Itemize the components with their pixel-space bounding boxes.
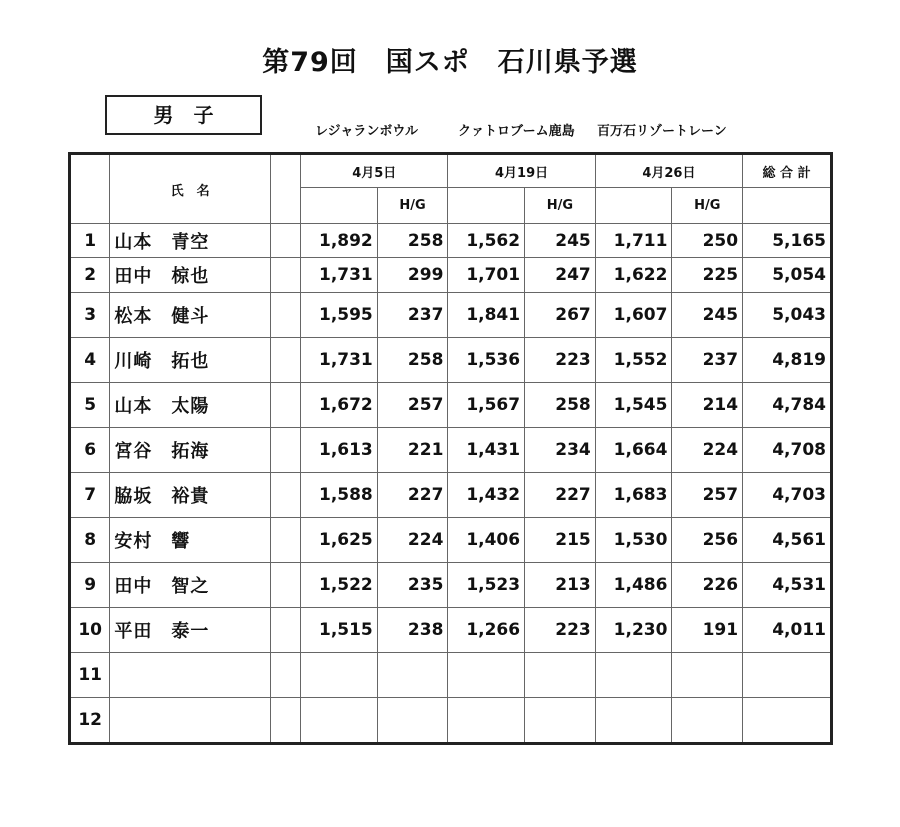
round-2-hg: 234 xyxy=(525,428,596,473)
spacer-cell xyxy=(270,383,300,428)
round-1-score: 1,672 xyxy=(301,383,378,428)
round-3-score: 1,230 xyxy=(595,608,672,653)
rank-cell: 11 xyxy=(70,653,110,698)
rank-cell: 10 xyxy=(70,608,110,653)
round-2-hg: 227 xyxy=(525,473,596,518)
round-3-hg: 214 xyxy=(672,383,743,428)
results-body xyxy=(70,154,832,744)
round-2-hg: 247 xyxy=(525,258,596,293)
round-3-hg: 226 xyxy=(672,563,743,608)
venue-2-label: クァトロブーム鹿島 xyxy=(458,124,575,139)
round-3-score: 1,552 xyxy=(595,338,672,383)
total-score: 4,819 xyxy=(743,338,832,383)
round-1-score: 1,595 xyxy=(301,293,378,338)
round-2-hg-header: H/G xyxy=(525,188,596,224)
total-score: 4,011 xyxy=(743,608,832,653)
rank-cell: 5 xyxy=(70,383,110,428)
round-3-hg-header: H/G xyxy=(672,188,743,224)
table-row xyxy=(70,608,832,653)
round-3-score: 1,622 xyxy=(595,258,672,293)
table-row xyxy=(70,224,832,258)
name-cell: 脇坂 裕貴 xyxy=(110,473,270,518)
round-3-hg: 237 xyxy=(672,338,743,383)
round-1-score: 1,731 xyxy=(301,338,378,383)
round-1-score: 1,515 xyxy=(301,608,378,653)
round-3-score xyxy=(595,698,672,744)
total-score: 4,561 xyxy=(743,518,832,563)
round-3-score: 1,607 xyxy=(595,293,672,338)
round-1-hg: 227 xyxy=(377,473,448,518)
total-score xyxy=(743,698,832,744)
spacer-cell xyxy=(270,473,300,518)
round-2-hg xyxy=(525,698,596,744)
spacer-cell xyxy=(270,518,300,563)
round-2-hg: 245 xyxy=(525,224,596,258)
round-2-hg: 213 xyxy=(525,563,596,608)
venue-1-label: レジャランボウル xyxy=(315,124,419,139)
round-1-header: 4月5日 xyxy=(301,154,448,188)
rank-cell: 4 xyxy=(70,338,110,383)
results-table xyxy=(68,152,833,745)
header-row-dates xyxy=(70,154,832,188)
round-2-total-subheader xyxy=(448,188,525,224)
round-2-score: 1,523 xyxy=(448,563,525,608)
round-3-header: 4月26日 xyxy=(595,154,742,188)
round-2-score: 1,432 xyxy=(448,473,525,518)
round-3-hg xyxy=(672,653,743,698)
total-score: 5,165 xyxy=(743,224,832,258)
name-cell xyxy=(110,698,270,744)
rank-cell: 8 xyxy=(70,518,110,563)
round-1-score: 1,625 xyxy=(301,518,378,563)
round-2-score xyxy=(448,653,525,698)
round-2-hg: 267 xyxy=(525,293,596,338)
page-title: 第79回 国スポ 石川県予選 xyxy=(262,47,638,78)
table-row xyxy=(70,383,832,428)
round-3-hg: 191 xyxy=(672,608,743,653)
spacer-cell xyxy=(270,428,300,473)
round-3-score: 1,486 xyxy=(595,563,672,608)
round-2-score: 1,431 xyxy=(448,428,525,473)
total-score: 4,531 xyxy=(743,563,832,608)
round-3-hg: 256 xyxy=(672,518,743,563)
name-cell: 松本 健斗 xyxy=(110,293,270,338)
table-row xyxy=(70,563,832,608)
round-1-hg: 238 xyxy=(377,608,448,653)
rank-cell: 6 xyxy=(70,428,110,473)
round-1-score: 1,613 xyxy=(301,428,378,473)
venue-3-label: 百万石リゾートレーン xyxy=(597,124,727,139)
name-cell: 安村 響 xyxy=(110,518,270,563)
spacer-cell xyxy=(270,338,300,383)
rank-cell: 2 xyxy=(70,258,110,293)
spacer-cell xyxy=(270,258,300,293)
rank-cell: 3 xyxy=(70,293,110,338)
round-3-score xyxy=(595,653,672,698)
round-1-score: 1,588 xyxy=(301,473,378,518)
round-1-hg xyxy=(377,653,448,698)
round-2-header: 4月19日 xyxy=(448,154,595,188)
round-2-hg: 215 xyxy=(525,518,596,563)
round-3-score: 1,664 xyxy=(595,428,672,473)
round-3-score: 1,711 xyxy=(595,224,672,258)
rank-header xyxy=(70,154,110,224)
name-cell: 田中 智之 xyxy=(110,563,270,608)
round-1-hg: 258 xyxy=(377,224,448,258)
total-score: 5,054 xyxy=(743,258,832,293)
round-2-score: 1,406 xyxy=(448,518,525,563)
total-score: 4,708 xyxy=(743,428,832,473)
round-2-hg: 258 xyxy=(525,383,596,428)
round-2-score: 1,841 xyxy=(448,293,525,338)
round-3-score: 1,530 xyxy=(595,518,672,563)
name-header: 氏 名 xyxy=(110,154,270,224)
rank-cell: 9 xyxy=(70,563,110,608)
name-cell: 田中 椋也 xyxy=(110,258,270,293)
spacer-cell xyxy=(270,698,300,744)
round-3-score: 1,545 xyxy=(595,383,672,428)
category-label: 男 子 xyxy=(105,95,262,135)
round-3-hg: 245 xyxy=(672,293,743,338)
rank-cell: 12 xyxy=(70,698,110,744)
round-1-hg xyxy=(377,698,448,744)
round-1-hg: 299 xyxy=(377,258,448,293)
table-row xyxy=(70,518,832,563)
round-1-hg: 221 xyxy=(377,428,448,473)
name-cell: 宮谷 拓海 xyxy=(110,428,270,473)
table-row xyxy=(70,698,832,744)
total-score xyxy=(743,653,832,698)
round-3-hg: 257 xyxy=(672,473,743,518)
rank-cell: 7 xyxy=(70,473,110,518)
name-cell: 平田 泰一 xyxy=(110,608,270,653)
round-3-hg xyxy=(672,698,743,744)
total-score: 4,703 xyxy=(743,473,832,518)
round-3-hg: 250 xyxy=(672,224,743,258)
name-cell: 山本 太陽 xyxy=(110,383,270,428)
round-2-score: 1,701 xyxy=(448,258,525,293)
total-score: 5,043 xyxy=(743,293,832,338)
total-header: 総 合 計 xyxy=(743,154,832,188)
round-2-score: 1,266 xyxy=(448,608,525,653)
round-2-score: 1,536 xyxy=(448,338,525,383)
table-row xyxy=(70,653,832,698)
table-row xyxy=(70,258,832,293)
round-2-hg xyxy=(525,653,596,698)
round-2-score: 1,562 xyxy=(448,224,525,258)
round-1-hg: 235 xyxy=(377,563,448,608)
rank-cell: 1 xyxy=(70,224,110,258)
round-1-score: 1,522 xyxy=(301,563,378,608)
round-1-total-subheader xyxy=(301,188,378,224)
round-2-score: 1,567 xyxy=(448,383,525,428)
round-1-hg: 257 xyxy=(377,383,448,428)
total-score: 4,784 xyxy=(743,383,832,428)
spacer-cell xyxy=(270,563,300,608)
round-1-score: 1,892 xyxy=(301,224,378,258)
name-cell xyxy=(110,653,270,698)
total-subheader xyxy=(743,188,832,224)
round-2-score xyxy=(448,698,525,744)
name-cell: 川崎 拓也 xyxy=(110,338,270,383)
round-1-hg-header: H/G xyxy=(377,188,448,224)
round-1-score xyxy=(301,698,378,744)
spacer-cell xyxy=(270,224,300,258)
name-cell: 山本 青空 xyxy=(110,224,270,258)
table-row xyxy=(70,473,832,518)
spacer-header xyxy=(270,154,300,224)
round-3-total-subheader xyxy=(595,188,672,224)
spacer-cell xyxy=(270,293,300,338)
round-3-score: 1,683 xyxy=(595,473,672,518)
round-2-hg: 223 xyxy=(525,338,596,383)
table-row xyxy=(70,293,832,338)
table-row xyxy=(70,338,832,383)
round-2-hg: 223 xyxy=(525,608,596,653)
table-row xyxy=(70,428,832,473)
round-1-hg: 237 xyxy=(377,293,448,338)
round-1-score: 1,731 xyxy=(301,258,378,293)
round-3-hg: 225 xyxy=(672,258,743,293)
round-1-score xyxy=(301,653,378,698)
spacer-cell xyxy=(270,653,300,698)
spacer-cell xyxy=(270,608,300,653)
round-1-hg: 224 xyxy=(377,518,448,563)
round-1-hg: 258 xyxy=(377,338,448,383)
round-3-hg: 224 xyxy=(672,428,743,473)
